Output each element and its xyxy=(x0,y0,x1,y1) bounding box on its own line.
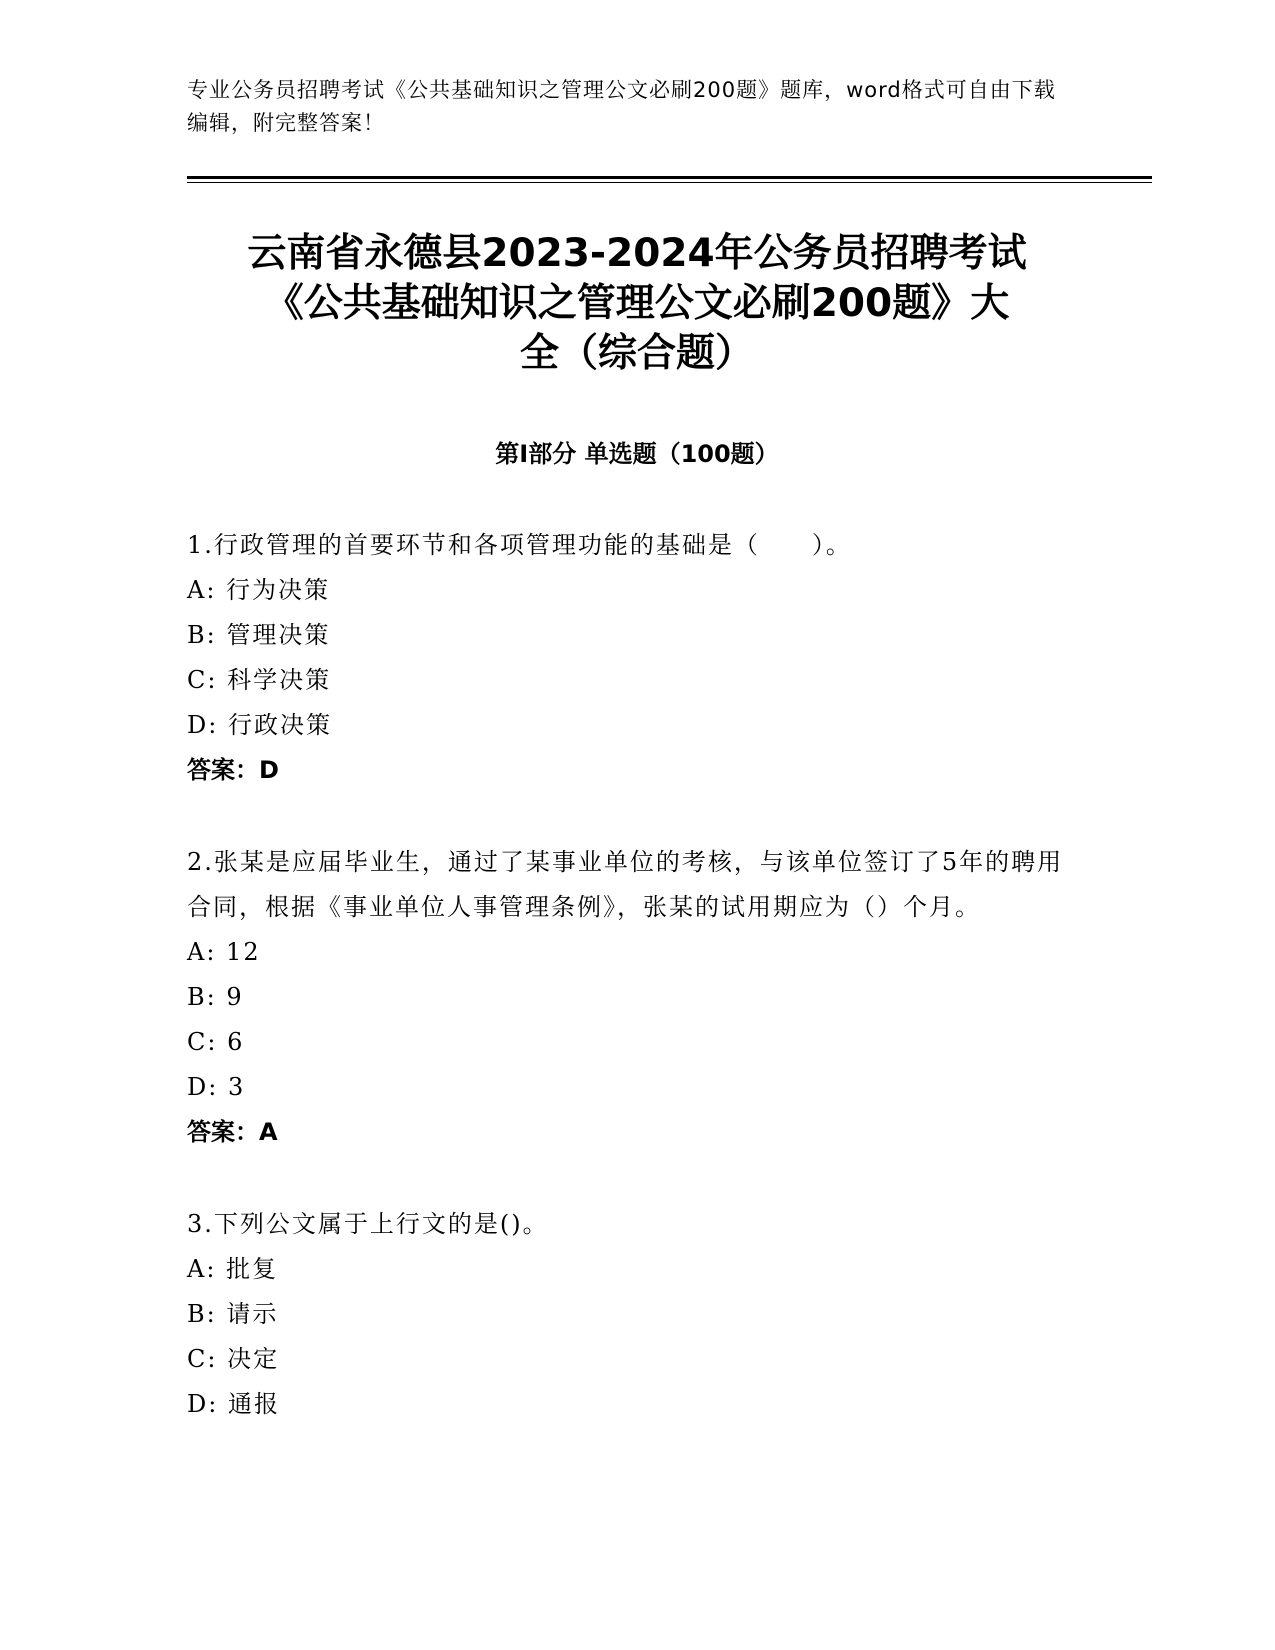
title-line-2: 《公共基础知识之管理公文必刷200题》大 xyxy=(264,281,1010,326)
document-title xyxy=(187,229,1087,379)
option-d: D: 通报 xyxy=(187,1390,280,1418)
option-a: A: 批复 xyxy=(187,1255,279,1283)
header-divider-thick xyxy=(187,176,1152,179)
option-a: A: 行为决策 xyxy=(187,576,331,604)
option-b: B: 9 xyxy=(187,983,244,1011)
option-a: A: 12 xyxy=(187,938,261,966)
option-d: D: 行政决策 xyxy=(187,711,332,739)
answer-label: 答案：D xyxy=(187,756,279,784)
option-b: B: 管理决策 xyxy=(187,621,331,649)
question-1 xyxy=(187,523,1067,793)
question-stem: 1.行政管理的首要环节和各项管理功能的基础是（ ）。 xyxy=(187,531,852,559)
question-2 xyxy=(187,840,1067,1155)
question-3 xyxy=(187,1202,1067,1427)
option-c: C: 6 xyxy=(187,1028,245,1056)
question-list xyxy=(187,523,1067,1474)
question-stem: 2.张某是应届毕业生，通过了某事业单位的考核，与该单位签订了5年的聘用合同，根据《事业单位人事管理条例》，张某的试用期应为（）个月。 xyxy=(187,848,1064,921)
header-divider-thin xyxy=(187,182,1152,183)
question-stem: 3.下列公文属于上行文的是()。 xyxy=(187,1210,549,1238)
option-c: C: 决定 xyxy=(187,1345,280,1373)
option-b: B: 请示 xyxy=(187,1300,279,1328)
option-c: C: 科学决策 xyxy=(187,666,332,694)
header-note: 专业公务员招聘考试《公共基础知识之管理公文必刷200题》题库，word格式可自由下载编辑，附完整答案！ xyxy=(187,78,1056,135)
title-line-3: 全（综合题） xyxy=(519,331,754,376)
title-line-1: 云南省永德县2023-2024年公务员招聘考试 xyxy=(247,231,1027,276)
answer-label: 答案：A xyxy=(187,1118,278,1146)
section-title: 第I部分 单选题（100题） xyxy=(495,440,779,468)
option-d: D: 3 xyxy=(187,1073,246,1101)
